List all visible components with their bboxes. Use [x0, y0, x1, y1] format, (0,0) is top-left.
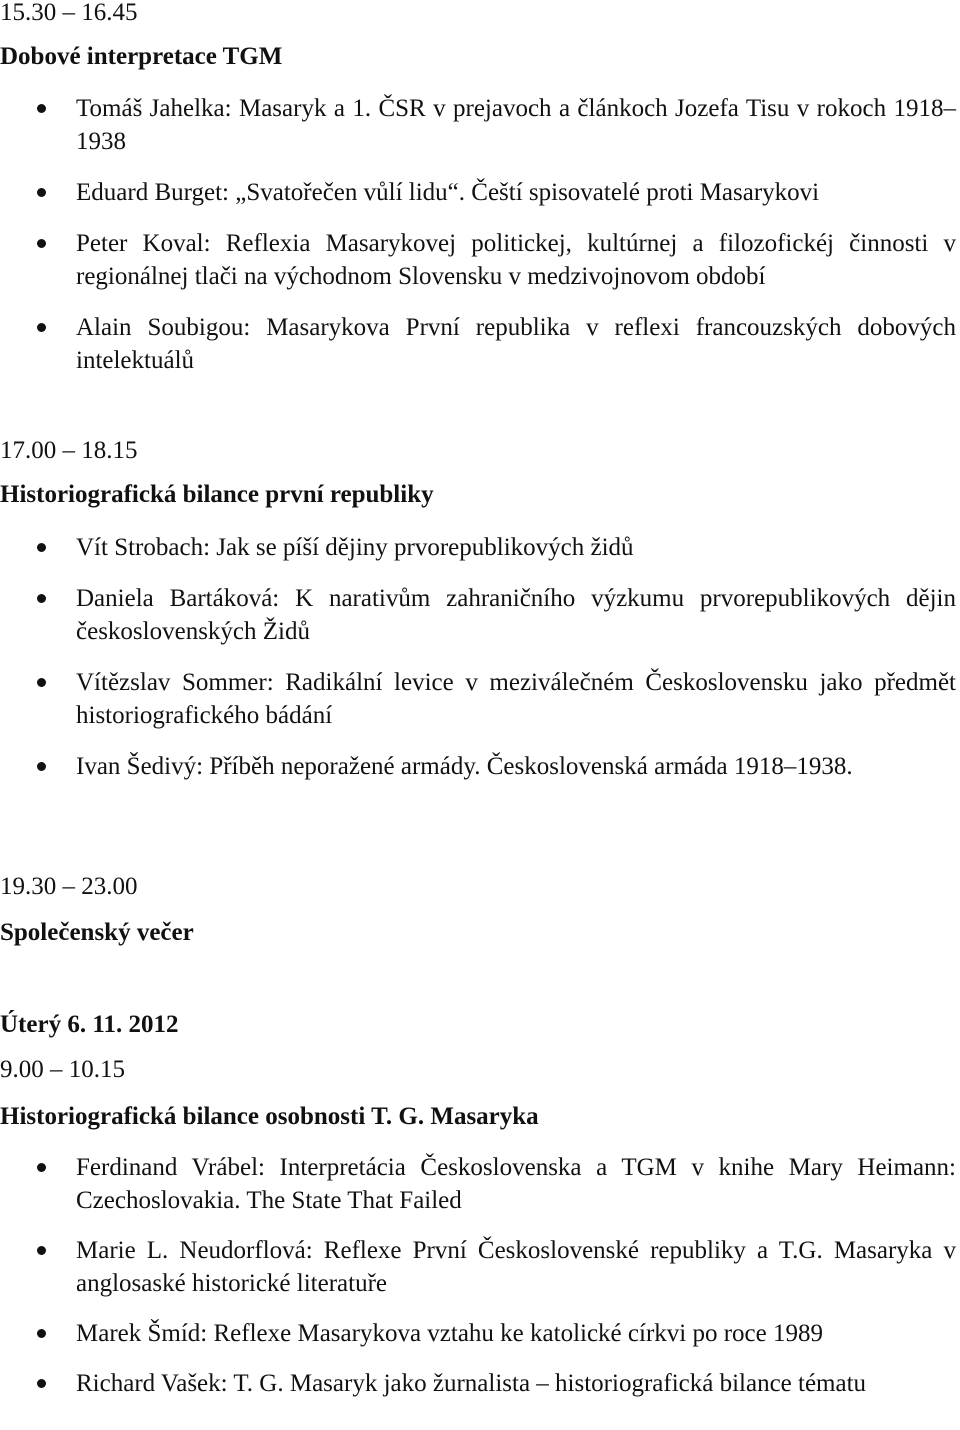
- session-title: Společenský večer: [0, 919, 194, 946]
- talk-text: Daniela Bartáková: K narativům zahraničního výzkumu prvorepublikových dějin československých Židů: [76, 585, 956, 645]
- list-item: [0, 666, 956, 732]
- talk-text: Marek Šmíd: Reflexe Masarykova vztahu ke katolické církvi po roce 1989: [76, 1320, 823, 1347]
- day-heading: Úterý 6. 11. 2012: [0, 1011, 179, 1038]
- list-item: [0, 531, 956, 564]
- list-item: [0, 1151, 956, 1217]
- session-time: 15.30 – 16.45: [0, 0, 138, 26]
- talk-text: Richard Vašek: T. G. Masaryk jako žurnalista – historiografická bilance tématu: [76, 1370, 867, 1397]
- list-item: [0, 582, 956, 648]
- list-item: [0, 1234, 956, 1300]
- talk-text: Peter Koval: Reflexia Masarykovej politickej, kultúrnej a filozofickéj činnosti v regionálnej tlači na východnom Slovensku v medzivojnovom období: [76, 230, 956, 290]
- bullet-icon: [37, 1379, 46, 1388]
- list-item: [0, 227, 956, 293]
- talk-text: Ferdinand Vrábel: Interpretácia Československa a TGM v knihe Mary Heimann: Czechoslovakia. The State That Failed: [76, 1154, 956, 1214]
- talk-text: Vítězslav Sommer: Radikální levice v meziválečném Československu jako předmět historiografického bádání: [76, 669, 956, 729]
- talk-text: Tomáš Jahelka: Masaryk a 1. ČSR v prejavoch a článkoch Jozefa Tisu v rokoch 1918–1938: [76, 95, 956, 155]
- bullet-icon: [37, 239, 46, 248]
- bullet-icon: [37, 594, 46, 603]
- bullet-icon: [37, 104, 46, 113]
- bullet-icon: [37, 188, 46, 197]
- talk-list: [0, 531, 956, 783]
- session-title: Dobové interpretace TGM: [0, 43, 283, 70]
- talk-text: Vít Strobach: Jak se píší dějiny prvorepublikových židů: [76, 534, 634, 561]
- talk-text: Eduard Burget: „Svatořečen vůlí lidu“. Čeští spisovatelé proti Masarykovi: [76, 179, 820, 206]
- session-title: Historiografická bilance první republiky: [0, 481, 434, 508]
- bullet-icon: [37, 1329, 46, 1338]
- list-item: [0, 1367, 956, 1400]
- bullet-icon: [37, 1246, 46, 1255]
- talk-text: Marie L. Neudorflová: Reflexe První Československé republiky a T.G. Masaryka v anglosaské historické literatuře: [76, 1237, 956, 1297]
- bullet-icon: [37, 323, 46, 332]
- talk-text: Ivan Šedivý: Příběh neporažené armády. Československá armáda 1918–1938.: [76, 753, 853, 780]
- bullet-icon: [37, 678, 46, 687]
- bullet-icon: [37, 762, 46, 771]
- list-item: [0, 176, 956, 209]
- session-time: 19.30 – 23.00: [0, 873, 138, 900]
- session-time: 9.00 – 10.15: [0, 1056, 125, 1083]
- talk-text: Alain Soubigou: Masarykova První republika v reflexi francouzských dobových intelektuálů: [76, 314, 956, 374]
- session-time: 17.00 – 18.15: [0, 437, 138, 464]
- bullet-icon: [37, 1163, 46, 1172]
- list-item: [0, 1317, 956, 1350]
- talk-list: [0, 1151, 956, 1400]
- list-item: [0, 750, 956, 783]
- talk-list: [0, 92, 956, 377]
- session-title: Historiografická bilance osobnosti T. G. Masaryka: [0, 1103, 539, 1130]
- list-item: [0, 92, 956, 158]
- list-item: [0, 311, 956, 377]
- bullet-icon: [37, 543, 46, 552]
